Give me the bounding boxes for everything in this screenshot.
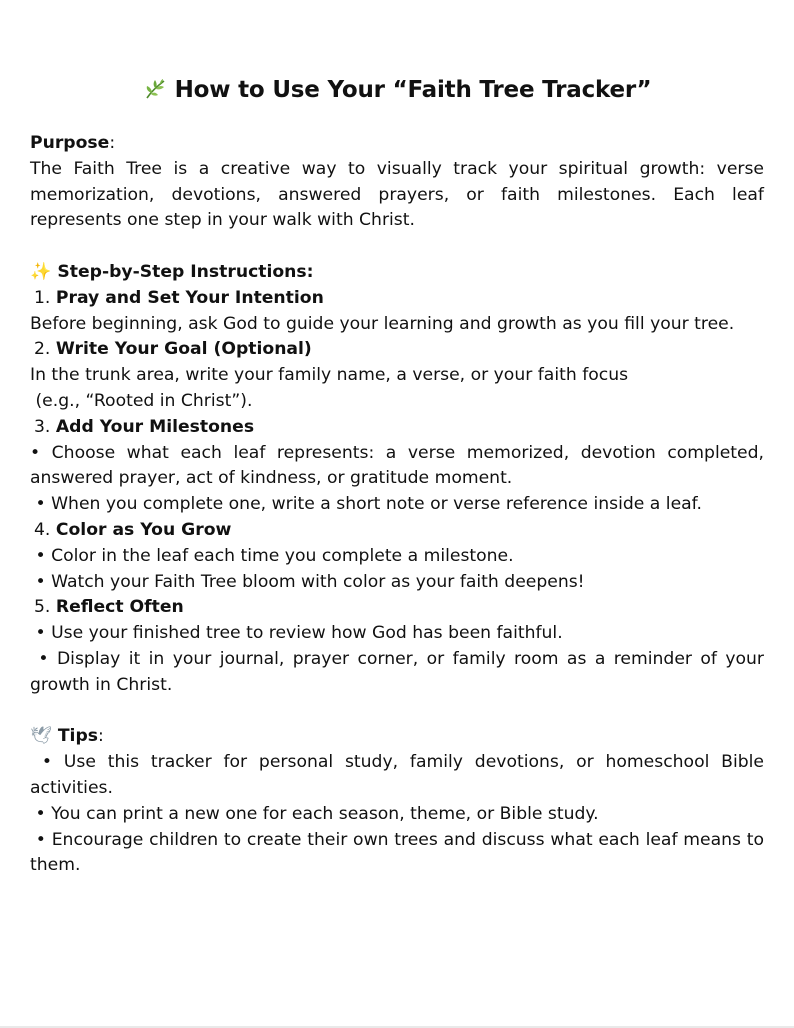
purpose-text: The Faith Tree is a creative way to visually track your spiritual growth: verse memorization, devotions, answered prayers, or faith milestones. Each leaf represents one step in your walk with Christ. — [30, 158, 764, 231]
dove-icon: 🕊 — [30, 726, 52, 747]
tips-heading-line — [30, 724, 764, 750]
tips-heading: Tips — [57, 726, 98, 747]
step-3-line-2: • When you complete one, write a short note or verse reference inside a leaf. — [30, 494, 702, 515]
step-2-title: Write Your Goal (Optional) — [55, 339, 312, 360]
purpose-heading: Purpose — [30, 133, 110, 153]
spacer — [30, 234, 764, 260]
step-4-number: 4. — [34, 519, 51, 540]
tip-item-3: • Encourage children to create their own trees and discuss what each leaf means to them. — [30, 829, 770, 876]
step-5-title: Reflect Often — [55, 597, 184, 618]
step-2-heading — [30, 337, 764, 363]
tip-item-1: • Use this tracker for personal study, family devotions, or homeschool Bible activities. — [30, 752, 770, 798]
instructions-heading-line — [30, 260, 764, 286]
spacer — [30, 699, 764, 725]
tips-colon: : — [97, 726, 104, 747]
step-5-number: 5. — [34, 597, 51, 618]
step-5-line-2: • Display it in your journal, prayer corner, or family room as a reminder of your growth in Christ. — [30, 648, 770, 695]
step-1-heading — [30, 286, 764, 312]
document-body — [30, 131, 770, 879]
step-4-line-1: • Color in the leaf each time you complete a milestone. — [30, 545, 514, 566]
step-4-heading — [30, 518, 764, 544]
step-2-line-2: (e.g., “Rooted in Christ”). — [30, 390, 253, 411]
purpose-colon: : — [109, 133, 116, 153]
step-4-title: Color as You Grow — [55, 519, 232, 540]
title-text: How to Use Your “Faith Tree Tracker” — [174, 77, 652, 103]
herb-leaf-icon — [143, 74, 167, 106]
purpose-heading-line — [30, 131, 764, 157]
tip-item-2: • You can print a new one for each season, theme, or Bible study. — [30, 803, 599, 824]
step-4-line-2: • Watch your Faith Tree bloom with color as your faith deepens! — [30, 571, 585, 592]
instructions-heading: Step-by-Step Instructions: — [57, 261, 314, 282]
sparkles-icon: ✨ — [30, 261, 52, 282]
step-3-line-1: • Choose what each leaf represents: a verse memorized, devotion completed, answered prayer, act of kindness, or gratitude moment. — [30, 442, 764, 489]
page-title — [0, 74, 794, 106]
step-3-title: Add Your Milestones — [55, 416, 255, 437]
step-3-number: 3. — [34, 416, 51, 437]
step-1-number: 1. — [34, 287, 51, 308]
step-3-heading — [30, 415, 764, 441]
step-5-line-1: • Use your finished tree to review how God has been faithful. — [30, 623, 563, 644]
step-1-line-1: Before beginning, ask God to guide your learning and growth as you fill your tree. — [30, 313, 735, 334]
step-2-line-1: In the trunk area, write your family name, a verse, or your faith focus — [30, 365, 629, 386]
step-2-number: 2. — [34, 339, 51, 360]
step-1-title: Pray and Set Your Intention — [55, 287, 324, 308]
step-5-heading — [30, 595, 764, 621]
